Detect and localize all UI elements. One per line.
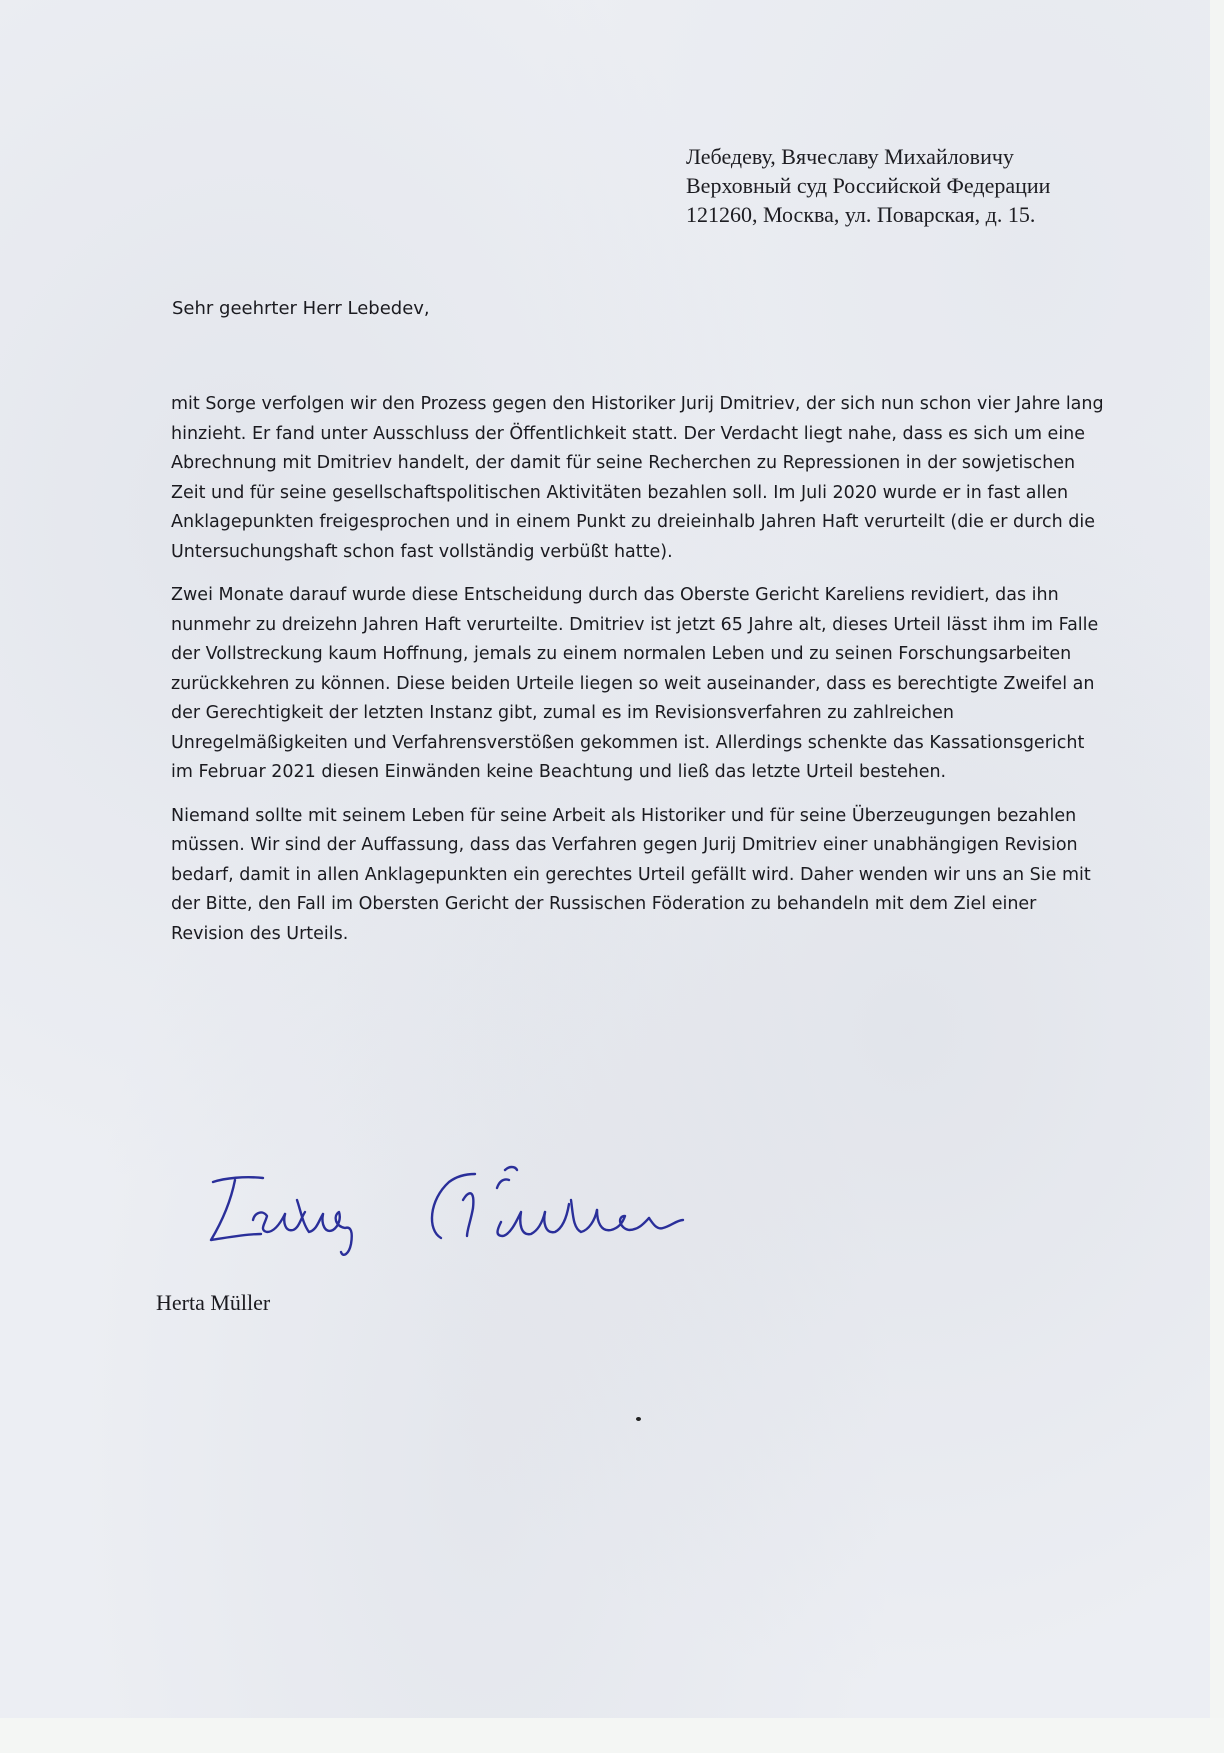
signer-name: Herta Müller bbox=[156, 1290, 271, 1315]
paragraph-3: Niemand sollte mit seinem Leben für seine Arbeit als Historiker und für seine Überzeugungen bezahlen müssen. Wir sind der Auffassung, dass das Verfahren gegen Jurij Dmitriev einer unabhängigen Revision bedarf, damit in allen Anklagepunkten ein gerechtes Urteil gefällt wird. Daher wenden wir uns an Sie mit der Bitte, den Fall im Obersten Gericht der Russischen Föderation zu behandeln mit dem Ziel einer Revision des Urteils. bbox=[171, 805, 1091, 944]
address-line-recipient: Лебедеву, Вячеславу Михайловичу bbox=[686, 144, 1014, 169]
paragraph-1: mit Sorge verfolgen wir den Prozess gegen den Historiker Jurij Dmitriev, der sich nun schon vier Jahre lang hinzieht. Er fand unter Ausschluss der Öffentlichkeit statt. Der Verdacht liegt nahe, dass es sich um eine Abrechnung mit Dmitriev handelt, der damit für seine Recherchen zu Repressionen in der sowjetischen Zeit und für seine gesellschaftspolitischen Aktivitäten bezahlen soll. Im Juli 2020 wurde er in fast allen Anklagepunkten freigesprochen und in einem Punkt zu dreieinhalb Jahren Haft verurteilt (die er durch die Untersuchungshaft schon fast vollständig verbüßt hatte). bbox=[171, 394, 1104, 562]
handwritten-signature bbox=[205, 1160, 765, 1270]
scan-speck bbox=[636, 1417, 641, 1421]
salutation: Sehr geehrter Herr Lebedev, bbox=[172, 298, 430, 319]
address-line-court: Верховный суд Российской Федерации bbox=[686, 173, 1051, 198]
recipient-address bbox=[686, 142, 1050, 229]
letter-body bbox=[171, 390, 1111, 963]
scan-margin-right bbox=[1210, 0, 1224, 1753]
address-line-street: 121260, Москва, ул. Поварская, д. 15. bbox=[686, 202, 1036, 227]
scan-margin-bottom bbox=[0, 1718, 1224, 1753]
paragraph-2: Zwei Monate darauf wurde diese Entscheidung durch das Oberste Gericht Kareliens revidiert, das ihn nunmehr zu dreizehn Jahren Haft verurteilte. Dmitriev ist jetzt 65 Jahre alt, dieses Urteil lässt ihm im Falle der Vollstreckung kaum Hoffnung, jemals zu einem normalen Leben und zu seinen Forschungsarbeiten zurückkehren zu können. Diese beiden Urteile liegen so weit auseinander, dass es berechtigte Zweifel an der Gerechtigkeit der letzten Instanz gibt, zumal es im Revisionsverfahren zu zahlreichen Unregelmäßigkeiten und Verfahrensverstößen gekommen ist. Allerdings schenkte das Kassationsgericht im Februar 2021 diesen Einwänden keine Beachtung und ließ das letzte Urteil bestehen. bbox=[171, 585, 1099, 782]
